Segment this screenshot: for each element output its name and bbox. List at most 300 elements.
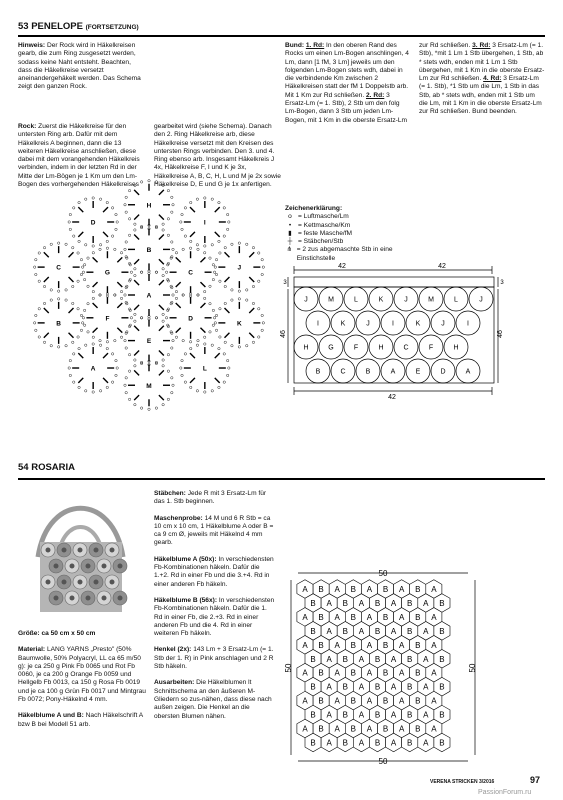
skirt-motif-label: I (467, 320, 469, 328)
legend-title: Zeichenerklärung: (285, 205, 343, 212)
chain-stitch (184, 235, 186, 237)
bag-flower-center (54, 596, 59, 601)
hex-label: B (415, 612, 421, 622)
motif-label: I (203, 219, 206, 227)
hex-label: A (302, 640, 308, 650)
chain-stitch (167, 398, 169, 400)
hex-label: B (407, 598, 413, 608)
stitch-mark (159, 235, 164, 240)
hex-label: A (326, 598, 332, 608)
section-54-title-text: 54 ROSARIA (18, 462, 76, 473)
chain-stitch (162, 223, 164, 225)
chain-stitch (73, 235, 75, 237)
chain-stitch (197, 339, 199, 341)
chain-stitch (128, 189, 130, 191)
chain-stitch (204, 343, 206, 345)
chain-stitch (223, 207, 225, 209)
chain-stitch (262, 266, 264, 268)
stitch-mark (249, 308, 254, 313)
chain-stitch (92, 336, 94, 338)
skirt-motif-label: J (404, 296, 408, 304)
chain-stitch (189, 247, 191, 249)
chain-stitch (209, 302, 211, 304)
stitch-mark (176, 257, 181, 262)
stitch-mark (159, 395, 164, 400)
chain-stitch (106, 341, 108, 343)
chain-stitch (211, 390, 213, 392)
chain-stitch (175, 252, 177, 254)
hex-label: A (390, 682, 397, 692)
chain-stitch (92, 343, 94, 345)
stitch-mark (159, 190, 164, 195)
chain-stitch (226, 374, 228, 376)
bund-text-3: 3 Ersatz-Lm (= 1. Stb), *mit 1 Lm 1 Stb übergehen, 1 Stb, ab * stets wdh, enden mit 1 Lm 1 Stb übergehen, mit 1 Km in die oberste Ersatz-Lm zur Rd schließen. (419, 42, 545, 83)
skirt-motif-label: L (454, 296, 458, 304)
legend-item-sc (285, 230, 415, 238)
dim-bottom: 42 (388, 394, 396, 401)
section-53-rule (18, 35, 545, 37)
skirt-motif-label: M (428, 296, 434, 304)
hex-label: A (302, 696, 308, 706)
chain-stitch (80, 329, 82, 331)
stitch-mark (215, 378, 220, 383)
legend-text: = feste Masche/fM (298, 229, 353, 237)
bag-flower-center (70, 596, 75, 601)
stitch-mark (225, 252, 230, 257)
bag-schematic (283, 565, 483, 770)
stitch-mark (159, 215, 164, 220)
chain-stitch (224, 246, 226, 248)
chain-stitch (50, 243, 52, 245)
chain-stitch (73, 207, 75, 209)
haekel-ab-text: Nach Häkelschrift A bzw B bei Modell 51 arb. (18, 712, 143, 728)
chain-stitch (261, 273, 263, 275)
skirt-motif-label: C (340, 368, 346, 376)
chain-stitch (134, 223, 136, 225)
chain-stitch (106, 240, 108, 242)
hex-label: A (366, 724, 373, 734)
chain-stitch (65, 243, 67, 245)
hex-label: A (366, 640, 373, 650)
hex-label: B (374, 710, 381, 720)
chain-stitch (99, 248, 101, 250)
hex-label: B (382, 612, 389, 622)
chain-stitch (162, 268, 164, 270)
chain-stitch (99, 344, 101, 346)
hex-label: A (366, 585, 373, 594)
chain-stitch (162, 313, 164, 315)
chain-stitch (77, 252, 79, 254)
chain-stitch (106, 201, 108, 203)
hex-label: B (318, 640, 324, 650)
hex-label: B (310, 626, 316, 636)
chain-stitch (125, 241, 127, 243)
legend-item-dc (285, 238, 415, 246)
chain-stitch (261, 258, 263, 260)
hex-label: A (423, 738, 429, 748)
chain-stitch (252, 246, 254, 248)
chain-stitch (92, 391, 94, 393)
chain-stitch (99, 294, 101, 296)
chain-stitch (165, 271, 167, 273)
hex-label: B (350, 724, 356, 734)
chain-stitch (115, 213, 117, 215)
stitch-mark (117, 257, 122, 262)
chain-stitch (35, 258, 37, 260)
skirt-motif-label: J (366, 320, 370, 328)
chain-stitch (228, 367, 230, 369)
stitch-mark (69, 308, 74, 313)
hex-label: B (439, 738, 445, 748)
chain-stitch (38, 336, 40, 338)
ausarbeiten-label: Ausarbeiten: (154, 679, 195, 687)
skirt-motif-label: J (441, 320, 445, 328)
skirt-motif-label: B (315, 368, 321, 376)
chain-stitch (215, 273, 217, 275)
hex-label: B (382, 724, 389, 734)
chain-stitch (172, 339, 174, 341)
stitch-mark (78, 232, 83, 237)
chain-stitch (162, 184, 164, 186)
stitch-mark (159, 305, 164, 310)
chain-stitch (78, 347, 80, 349)
motif-label: D (90, 219, 96, 227)
chain-stitch (80, 273, 82, 275)
skirt-motif-label: A (390, 368, 396, 376)
chain-stitch (175, 297, 177, 299)
chain-stitch (106, 347, 108, 349)
chain-stitch (181, 359, 183, 361)
chain-stitch (190, 347, 192, 349)
stitch-mark (190, 353, 195, 358)
chain-stitch (128, 234, 130, 236)
chain-stitch (180, 221, 182, 223)
bag-flower-center (110, 548, 115, 553)
stitch-mark (78, 378, 83, 383)
hex-label: A (431, 640, 437, 650)
chain-stitch (73, 381, 75, 383)
stitch-mark (69, 252, 74, 257)
chain-stitch (258, 280, 260, 282)
chain-stitch (92, 297, 94, 299)
chain-stitch (162, 320, 164, 322)
stitch-mark (93, 303, 98, 308)
chain-stitch (262, 322, 264, 324)
chain-stitch (78, 386, 80, 388)
rock-label: Rock: (18, 123, 37, 130)
chain-stitch (223, 235, 225, 237)
stitch-mark (103, 378, 108, 383)
chain-stitch (190, 201, 192, 203)
hex-label: A (423, 598, 429, 608)
bag-flower-center (118, 596, 123, 601)
chain-stitch (77, 336, 79, 338)
motif-label: H (146, 202, 152, 210)
chain-stitch (171, 347, 173, 349)
motif-label: K (236, 320, 242, 328)
chain-stitch (211, 344, 213, 346)
stitch-mark (249, 277, 254, 282)
chain-stitch (238, 346, 240, 348)
material-label: Material: (18, 646, 46, 654)
chain-stitch (140, 181, 142, 183)
chain-stitch (209, 331, 211, 333)
chain-stitch (82, 317, 84, 319)
chain-stitch (69, 228, 71, 230)
chain-stitch (50, 345, 52, 347)
chain-stitch (57, 290, 59, 292)
groesse-label: Größe: (18, 630, 40, 637)
chain-stitch (219, 252, 221, 254)
chain-stitch (82, 271, 84, 273)
skirt-motif-label: B (365, 368, 371, 376)
hex-label: A (390, 654, 397, 664)
chain-stitch (258, 308, 260, 310)
chain-stitch (212, 309, 214, 311)
chain-stitch (172, 248, 174, 250)
bag-photo (18, 487, 143, 622)
chain-stitch (134, 184, 136, 186)
slip-stitch-symbol: • (288, 221, 292, 229)
chain-stitch (134, 274, 136, 276)
motif-label: L (202, 365, 207, 373)
chain-stitch (116, 367, 118, 369)
hex-label: A (390, 710, 397, 720)
footer-page: 97 (530, 775, 541, 785)
chain-stitch (83, 324, 85, 326)
stitch-mark (103, 232, 108, 237)
chain-stitch (57, 242, 59, 244)
s53-bund (285, 42, 545, 154)
chain-stitch (116, 221, 118, 223)
chain-stitch (171, 241, 173, 243)
chain-stitch (140, 317, 142, 319)
chain-stitch (148, 408, 150, 410)
chain-stitch (209, 257, 211, 259)
haekel-ab-label: Häkelblume A und B: (18, 712, 84, 720)
chain-stitch (77, 308, 79, 310)
hex-label: A (423, 682, 429, 692)
chain-stitch (81, 266, 83, 268)
hex-label: A (398, 696, 405, 706)
skirt-motif-label: I (317, 320, 319, 328)
chain-stitch (73, 353, 75, 355)
motif-label: C (188, 269, 193, 277)
staebchen-text: Jede R mit 3 Ersatz-Lm für das 1. Stb beginnen. (154, 490, 267, 506)
s53-text-col1 (18, 42, 146, 100)
legend-text: = Stäbchen/Stb (298, 238, 344, 246)
hex-label: A (390, 738, 397, 748)
chain-stitch (148, 180, 150, 182)
dc2tog-symbol: ⋔ (286, 246, 293, 254)
bund-label: Bund: (285, 42, 305, 49)
stitch-mark (225, 308, 230, 313)
stitch-mark (134, 190, 139, 195)
chain-stitch (114, 248, 116, 250)
chain-stitch (130, 317, 132, 319)
skirt-motif-label: C (403, 344, 409, 352)
skirt-motif-label: A (465, 368, 471, 376)
chain-stitch (120, 336, 122, 338)
hex-label: B (310, 598, 316, 608)
chain-stitch (223, 353, 225, 355)
stitch-mark (134, 235, 139, 240)
chain-stitch (212, 264, 214, 266)
section-53-title-text: 53 PENELOPE (18, 21, 83, 32)
chain-stitch (203, 297, 205, 299)
skirt-motif-label: D (440, 368, 446, 376)
chain-stitch (211, 244, 213, 246)
hex-label: A (302, 724, 308, 734)
legend-text: = Luftmasche/Lm (298, 213, 349, 221)
stitch-mark (44, 333, 49, 338)
hex-label: A (302, 585, 308, 594)
chain-stitch (50, 299, 52, 301)
chain-stitch (258, 336, 260, 338)
chain-stitch (215, 329, 217, 331)
hex-label: A (390, 626, 397, 636)
maschenprobe-label: Maschenprobe: (154, 514, 203, 522)
motif-label: B (146, 246, 152, 254)
chain-stitch (106, 386, 108, 388)
chain-stitch (87, 257, 89, 259)
chain-stitch (219, 308, 221, 310)
skirt-motif-label: F (353, 344, 359, 352)
chain-stitch (261, 329, 263, 331)
hex-label: A (423, 654, 429, 664)
hex-label: B (407, 682, 413, 692)
chain-stitch (120, 290, 122, 292)
motif-label: M (146, 382, 152, 390)
stitch-mark (134, 370, 139, 375)
chain-stitch (204, 245, 206, 247)
chain-stitch (140, 407, 142, 409)
chain-stitch (68, 367, 70, 369)
stitch-mark (134, 305, 139, 310)
chain-stitch (252, 285, 254, 287)
bag-flower-center (94, 580, 99, 585)
section-53-title (18, 21, 139, 32)
bund-round-3: 3. Rd: (472, 42, 491, 49)
chain-stitch (85, 344, 87, 346)
stitch-mark (190, 232, 195, 237)
skirt-motif-label: J (479, 296, 483, 304)
hex-label: B (382, 640, 389, 650)
stitch-mark (249, 252, 254, 257)
stitch-mark (200, 303, 205, 308)
bund-round-2: 2. Rd: (365, 91, 385, 99)
section-53-title-suffix: (FORTSETZUNG) (85, 24, 139, 31)
chain-stitch (175, 290, 177, 292)
chain-stitch (83, 309, 85, 311)
hex-label: A (431, 585, 437, 594)
hex-label: B (407, 654, 413, 664)
chain-stitch (87, 331, 89, 333)
bag-flower-center (54, 564, 59, 569)
legend-item-slip (285, 222, 415, 230)
chain-stitch (124, 204, 126, 206)
chain-stitch (219, 336, 221, 338)
hex-label: B (310, 654, 316, 664)
hex-label: B (439, 710, 445, 720)
chain-stitch (92, 197, 94, 199)
chain-stitch (77, 280, 79, 282)
chain-stitch (238, 290, 240, 292)
chain-stitch (218, 386, 220, 388)
bag-flower-center (102, 596, 107, 601)
chain-stitch (182, 248, 184, 250)
stitch-mark (134, 280, 139, 285)
chain-stitch (209, 285, 211, 287)
chain-stitch (196, 198, 198, 200)
hinweis-label: Hinweis: (18, 42, 46, 49)
stitch-mark (78, 353, 83, 358)
skirt-motif-label: I (392, 320, 394, 328)
crochet-chart (18, 175, 280, 415)
chain-stitch (120, 297, 122, 299)
chain-stitch (167, 234, 169, 236)
chain-stitch (246, 243, 248, 245)
hex-label: B (350, 612, 356, 622)
hex-label: A (431, 612, 437, 622)
bag-flower-center (78, 580, 83, 585)
chain-stitch (128, 218, 130, 220)
chain-stitch (204, 197, 206, 199)
bag-height-right: 50 (468, 663, 477, 673)
chain-stitch (155, 181, 157, 183)
stitch-mark (93, 257, 98, 262)
chain-stitch (261, 314, 263, 316)
hex-label: B (350, 696, 356, 706)
watermark: PassionForum.ru (478, 789, 532, 796)
chain-symbol: o (288, 213, 292, 221)
stitch-mark (159, 259, 164, 264)
hex-label: B (374, 598, 381, 608)
chain-stitch (128, 354, 130, 356)
hex-label: A (358, 598, 365, 608)
hex-label: A (326, 710, 332, 720)
chain-stitch (231, 345, 233, 347)
hex-label: B (342, 654, 348, 664)
stitch-mark (176, 328, 181, 333)
chain-stitch (38, 308, 40, 310)
chain-stitch (228, 221, 230, 223)
chain-stitch (72, 341, 74, 343)
chain-stitch (78, 201, 80, 203)
hex-label: B (342, 682, 348, 692)
hex-label: B (415, 585, 421, 594)
stitch-mark (117, 282, 122, 287)
skirt-schematic (282, 262, 547, 402)
blume-b-label: Häkelblume B (56x): (154, 596, 218, 604)
chain-stitch (238, 298, 240, 300)
chain-stitch (38, 252, 40, 254)
bag-flower-center (78, 548, 83, 553)
hex-label: A (398, 668, 405, 678)
hex-label: A (334, 724, 340, 734)
bund-text-2: 3 Ersatz-Lm (= 1. Stb), 2 Stb um den folg Lm-Bogen, dann 3 Stb um jeden Lm-Bogen, mit 1 Km in die oberste Ersatz-Lm zur Rd schließen. (285, 42, 473, 124)
chain-stitch (124, 248, 126, 250)
dim-height-left: 46 (280, 330, 287, 338)
chain-stitch (224, 302, 226, 304)
chain-stitch (68, 221, 70, 223)
hex-label: B (318, 612, 324, 622)
chain-stitch (171, 196, 173, 198)
stitch-mark (190, 378, 195, 383)
bag-width-bottom: 50 (378, 757, 388, 766)
chain-stitch (125, 347, 127, 349)
chain-stitch (172, 204, 174, 206)
